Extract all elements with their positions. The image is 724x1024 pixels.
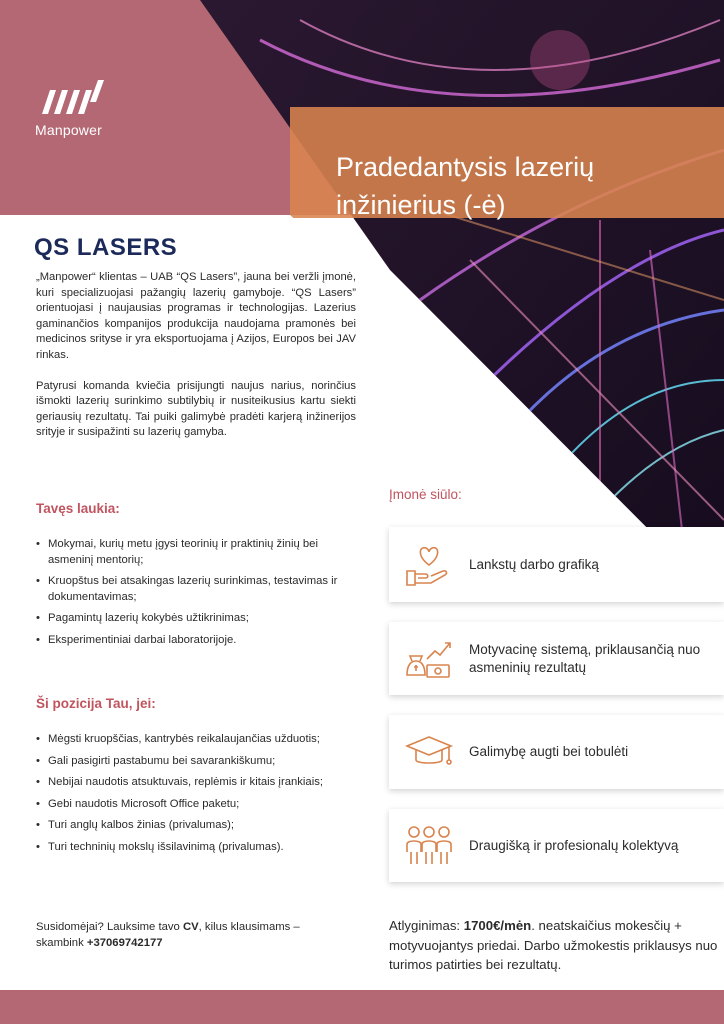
contact-text-part2: , kilus klausimams – skambink [36, 921, 300, 949]
offer-card-motivation [389, 622, 724, 695]
list-item: • Nebijai naudotis atsuktuvais, replėmis ir kitais įrankiais; [34, 775, 364, 791]
job-title-line1: Pradedantysis lazerių [336, 152, 595, 182]
team-icon [403, 822, 455, 870]
offer-card-growth [389, 715, 724, 789]
offer-heading: Įmonė siūlo: [389, 487, 462, 502]
list-item: • Kruopštus bei atsakingas lazerių surinkimas, testavimas ir dokumentavimas; [34, 574, 364, 605]
qs-lasers-logo [34, 234, 179, 260]
list-item: • Pagamintų lazerių kokybės užtikrinimas; [34, 611, 364, 627]
salary-text [389, 916, 719, 975]
list-item: • Turi techninių mokslų išsilavinimą (privalumas). [34, 840, 364, 856]
intro-paragraph-2: Patyrusi komanda kviečia prisijungti naujus narius, norinčius išmokti lazerių surinkimo subtilybių ir nusiteikusius kartu siekti geriausių rezultatų. Tai puiki galimybė pradėti karjerą inžinerijos srityje ir susipažinti su lazerių gamyba. [36, 379, 356, 439]
list-item: • Turi anglų kalbos žinias (privalumas); [34, 818, 364, 834]
job-title [336, 148, 696, 224]
graduation-cap-icon [403, 728, 455, 776]
list-item: • Mėgsti kruopščias, kantrybės reikalaujančias užduotis; [34, 732, 364, 748]
money-growth-icon [403, 635, 455, 683]
list-item: • Mokymai, kurių metu įgysi teorinių ir praktinių žinių bei asmeninį mentorių; [34, 537, 364, 568]
footer-band [0, 990, 724, 1024]
offer-card-text: Galimybę augti bei tobulėti [469, 744, 629, 759]
offer-card-text: Lankstų darbo grafiką [469, 556, 599, 572]
position-heading: Ši pozicija Tau, jei: [36, 696, 156, 711]
contact-phone[interactable]: +37069742177 [86, 937, 163, 949]
awaits-list [34, 537, 364, 654]
intro-text [36, 270, 356, 456]
manpower-wordmark: Manpower [35, 122, 102, 138]
salary-label: Atlyginimas: [389, 918, 464, 933]
salary-details: . neatskaičius mokesčių + motyvuojantys priedai. Darbo užmokestis priklausys nuo turimos patirties bei rezultatų. [389, 918, 718, 972]
qs-lasers-logo-text: QS LASERS [34, 234, 178, 260]
contact-text-part1: Susidomėjai? Lauksime tavo [36, 921, 183, 933]
offer-card-text: Motyvacinę sistemą, priklausančią nuo asmeninių rezultatų [469, 641, 701, 675]
job-title-line2: inžinierius (-ė) [336, 190, 506, 220]
offer-card-team [389, 809, 724, 882]
list-item: • Gali pasigirti pastabumu bei savarankiškumu; [34, 754, 364, 770]
offer-card-text: Draugišką ir profesionalų kolektyvą [469, 837, 679, 853]
list-item: • Eksperimentiniai darbai laboratorijoje. [34, 633, 364, 649]
intro-paragraph-1: „Manpower“ klientas – UAB “QS Lasers”, jauna bei veržli įmonė, kuri specializuojasi pažangių lazerių gamyboje. “QS Lasers” orientuojasi į naujausias programas ir technologijas. Lazerius gaminančios kompanijos produkcija naudojama pramonės bei medicinos srityse ir yra eksportuojama į Azijos, Europos bei JAV rinkas. [36, 271, 356, 361]
position-list [34, 732, 364, 861]
awaits-heading: Tavęs laukia: [36, 501, 120, 516]
offer-card-flexible-schedule [389, 527, 724, 602]
list-item: • Gebi naudotis Microsoft Office paketu; [34, 797, 364, 813]
salary-amount: 1700€/mėn [463, 918, 532, 933]
heart-hand-icon [403, 541, 455, 589]
contact-cv: CV [182, 921, 199, 933]
contact-text [36, 919, 336, 951]
